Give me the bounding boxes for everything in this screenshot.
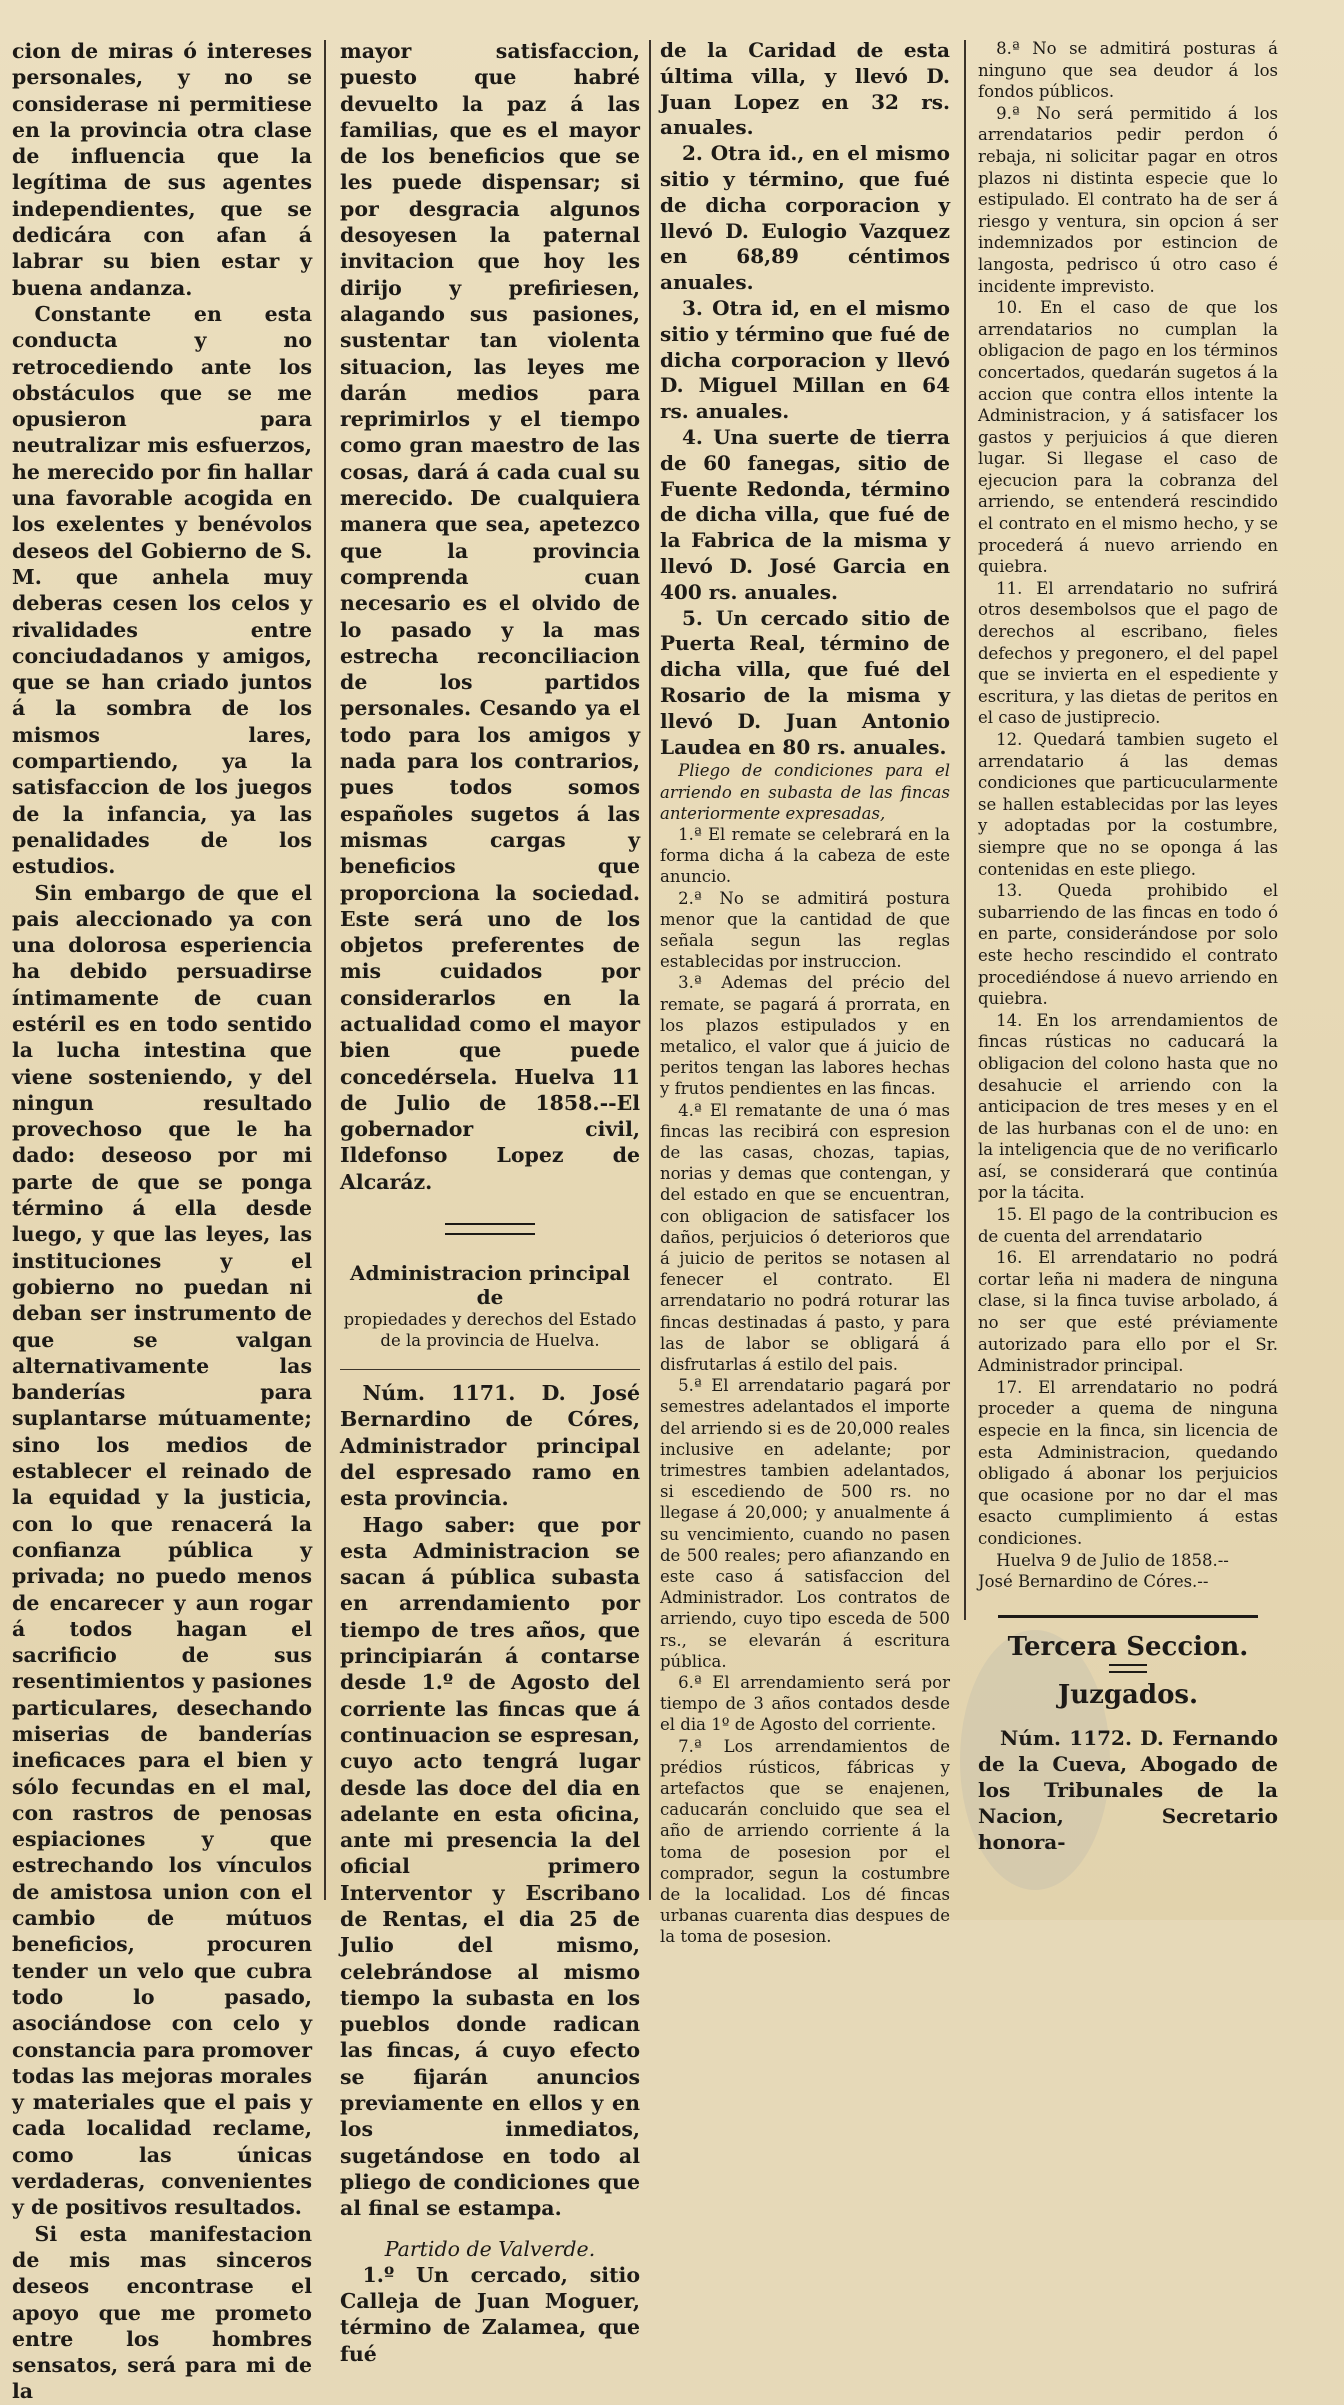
list-item: 2. Otra id., en el mismo sitio y término, que fué de dicha corporacion y llevó D. Eulogio Vazquez en 68,89 céntimos anuales. bbox=[660, 141, 950, 295]
pliego-title: Pliego de condiciones para el arriendo en subasta de las fincas anteriormente expresadas, bbox=[660, 761, 950, 823]
condition: 17. El arrendatario no podrá proceder a quema de ninguna especie en la finca, sin licencia de esta Administracion, quedando obligado á abonar los perjuicios que ocasione por no dar el mas esacto cumplimiento á estas condiciones. bbox=[978, 1377, 1278, 1548]
district-heading: Partido de Valverde. bbox=[384, 2236, 596, 2261]
section-rule bbox=[998, 1615, 1258, 1618]
list-item: 3. Otra id, en el mismo sitio y término que fué de dicha corporacion y llevó D. Miguel Millan en 64 rs. anuales. bbox=[660, 295, 950, 424]
notice-heading bbox=[340, 1261, 640, 1351]
list-item: 5. Un cercado sitio de Puerta Real, término de dicha villa, que fué del Rosario de la misma y llevó D. Juan Antonio Laudea en 80 rs. anuales. bbox=[660, 605, 950, 759]
column-2 bbox=[340, 38, 640, 2366]
condition: 14. En los arrendamientos de fincas rústicas no caducará la obligacion del colono hasta que no desahucie el arriendo con la anticipacion de tres meses y en el de las hurbanas con el de uno: en la inteligencia que de no verificarlo así, se considerará que continúa por la tácita. bbox=[978, 1010, 1278, 1203]
condition: 15. El pago de la contribucion es de cuenta del arrendatario bbox=[978, 1205, 1278, 1246]
list-item: 1.º Un cercado, sitio Calleja de Juan Moguer, término de Zalamea, que fué bbox=[340, 2262, 640, 2366]
condition: 12. Quedará tambien sugeto el arrendatario á las demas condiciones que particucularmente se hallen establecidas por las leyes y adoptadas por la costumbre, siempre que no se oponga á las contenidas en este pliego. bbox=[978, 730, 1278, 879]
notice-intro: Núm. 1172. D. Fernando de la Cueva, Abogado de los Tribunales de la Nacion, Secretario honora- bbox=[978, 1725, 1278, 1854]
list-item: 4. Una suerte de tierra de 60 fanegas, sitio de Fuente Redonda, término de dicha villa, que fué de la Fabrica de la misma y llevó D. José Garcia en 400 rs. anuales. bbox=[660, 424, 950, 604]
condition: 11. El arrendatario no sufrirá otros desembolsos que el pago de derechos al escribano, fieles defechos y pregonero, el del papel que se invierta en el espediente y escritura, y las dietas de peritos en el caso de justiprecio. bbox=[978, 578, 1278, 728]
column-3 bbox=[660, 38, 950, 1947]
subsection-title: Juzgados. bbox=[1057, 1679, 1199, 1710]
double-rule bbox=[978, 1664, 1278, 1673]
condition: 13. Queda prohibido el subarriendo de las fincas en todo ó en parte, considerándose por solo este hecho rescindido el contrato procediéndose á nuevo arriendo en quiebra. bbox=[978, 881, 1278, 1009]
condition: 5.ª El arrendatario pagará por semestres adelantados el importe del arriendo si es de 20,000 reales inclusive en adelante; por trimestres tambien adelantados, si escediendo de 500 rs. no llegase á 20,000; y anualmente á su vencimiento, cuando no pasen de 500 reales; pero afianzando en este caso á satisfaccion del Administrador. Los contratos de arriendo, cuyo tipo esceda de 500 rs., se elevarán á escritura pública. bbox=[660, 1376, 950, 1671]
column-rule bbox=[649, 40, 651, 1900]
column-rule bbox=[324, 40, 326, 1900]
column-1 bbox=[12, 38, 312, 2404]
body-paragraph: cion de miras ó intereses personales, y no se considerase ni permitiese en la provincia otra clase de influencia que la legítima de sus agentes independientes, que se dedicára con afan á labrar su bien estar y buena andanza. bbox=[12, 39, 312, 300]
section-title: Tercera Seccion. bbox=[1007, 1631, 1249, 1662]
condition: 6.ª El arrendamiento será por tiempo de 3 años contados desde el dia 1º de Agosto del corriente. bbox=[660, 1673, 950, 1735]
column-rule bbox=[964, 40, 966, 1620]
body-paragraph: Si esta manifestacion de mis mas sinceros deseos encontrase el apoyo que me prometo entre los hombres sensatos, será para mi de la bbox=[12, 2221, 312, 2404]
condition: 7.ª Los arrendamientos de prédios rústicos, fábricas y artefactos que se enajenen, caducarán concluido que sea el año de arriendo corriente á la toma de posesion por el comprador, segun la costumbre de la localidad. Los dé fincas urbanas cuarenta dias despues de la toma de posesion. bbox=[660, 1736, 950, 1947]
condition: 4.ª El rematante de una ó mas fincas las recibirá con espresion de las casas, chozas, tapias, norias y demas que contengan, y del estado en que se encuentran, con obligacion de satisfacer los daños, perjuicios ó deterioros que á juicio de peritos se notasen al fenecer el contrato. El arrendatario no podrá roturar las fincas destinadas á pasto, y para las de labor se obligará á disfrutarlas á estilo del pais. bbox=[660, 1100, 950, 1374]
condition: 10. En el caso de que los arrendatarios no cumplan la obligacion de pago en los términos concertados, quedarán sugetos á la accion que contra ellos intente la Administracion, y á satisfacer los gastos y perjuicios á que dieren lugar. Si llegase el caso de ejecucion para la cobranza del arriendo, se entenderá rescindido el contrato en el mismo hecho, y se procederá á nuevo arriendo en quiebra. bbox=[978, 298, 1278, 577]
section-block bbox=[978, 1615, 1278, 1855]
body-paragraph: Sin embargo de que el pais aleccionado ya con una dolorosa esperiencia ha debido persuadirse íntimamente de cuan estéril es en todo sentido la lucha intestina que viene sosteniendo, y del ningun resultado provechoso que le ha dado: deseoso por mi parte de que se ponga término á ella desde luego, y que las leyes, las instituciones y el gobierno no puedan ni deban ser instrumento de que se valgan alternativamente las banderías para suplantarse mútuamente; sino los medios de establecer el reinado de la equidad y la justicia, con lo que renacerá la confianza pública y privada; no puedo menos de encarecer y aun rogar á todos hagan el sacrificio de sus resentimientos y pasiones particulares, desechando miserias de banderías ineficaces para el bien y sólo fecundas en el mal, con rastros de penosas espiaciones y que estrechando los vínculos de amistosa union con el cambio de mútuos beneficios, procuren tender un velo que cubra todo lo pasado, asociándose con celo y constancia para promover todas las mejoras morales y materiales que el pais y cada localidad reclame, como las únicas verdaderas, convenientes y de positivos resultados. bbox=[12, 880, 312, 2220]
condition: 3.ª Ademas del précio del remate, se pagará á prorrata, en los plazos estipulados y en metalico, el valor que á juicio de peritos tengan las labores hechas y frutos pendientes en las fincas. bbox=[660, 973, 950, 1099]
body-paragraph: Constante en esta conducta y no retrocediendo ante los obstáculos que se me opusieron para neutralizar mis esfuerzos, he merecido por fin hallar una favorable acogida en los exelentes y benévolos deseos del Gobierno de S. M. que anhela muy deberas cesen los celos y rivalidades entre conciudadanos y amigos, que se han criado juntos á la sombra de los mismos lares, compartiendo, ya la satisfaccion de los juegos de la infancia, ya las penalidades de los estudios. bbox=[12, 301, 312, 879]
condition: 1.ª El remate se celebrará en la forma dicha á la cabeza de este anuncio. bbox=[660, 824, 950, 887]
body-paragraph: mayor satisfaccion, puesto que habré devuelto la paz á las familias, que es el mayor de los beneficios que se les puede dispensar; si por desgracia algunos desoyesen la paternal invitacion que hoy les dirijo y prefiriesen, alagando sus pasiones, sustentar tan violenta situacion, las leyes me darán medios para reprimirlos y el tiempo como gran maestro de las cosas, dará á cada cual su merecido. De cualquiera manera que sea, apetezco que la provincia comprenda cuan necesario es el olvido de lo pasado y la mas estrecha reconciliacion de los partidos personales. Cesando ya el todo para los amigos y nada para los contrarios, pues todos somos españoles sugetos á las mismas cargas y beneficios que proporciona la sociedad. Este será uno de los objetos preferentes de mis cuidados por considerarlos en la actualidad como el mayor bien que puede concedérsela. Huelva 11 de Julio de 1858.--El gobernador civil, Ildefonso Lopez de Alcaráz. bbox=[340, 39, 640, 1194]
rule bbox=[340, 1369, 640, 1370]
condition: 2.ª No se admitirá postura menor que la cantidad de que señala segun las reglas establecidas por instruccion. bbox=[660, 888, 950, 972]
condition: 16. El arrendatario no podrá cortar leña ni madera de ninguna clase, si la finca tuvise arbolado, á no ser que esté préviamente autorizado para ello por el Sr. Administrador principal. bbox=[978, 1248, 1278, 1376]
condition: 9.ª No será permitido á los arrendatarios pedir perdon ó rebaja, ni solicitar pagar en otros plazos ni distinta especie que lo estipulado. El contrato ha de ser á riesgo y ventura, sin opcion á ser indemnizados por estincion de langosta, pedrisco ú otro caso é incidente imprevisto. bbox=[978, 103, 1278, 296]
ornament-divider bbox=[340, 1223, 640, 1235]
notice-heading-main: Administracion principal de bbox=[350, 1261, 630, 1310]
list-item: de la Caridad de esta última villa, y llevó D. Juan Lopez en 32 rs. anuales. bbox=[660, 38, 950, 140]
signoff-date: Huelva 9 de Julio de 1858.-- bbox=[996, 1550, 1229, 1570]
condition: 8.ª No se admitirá posturas á ninguno que sea deudor á los fondos públicos. bbox=[978, 39, 1278, 102]
notice-heading-sub: propiedades y derechos del Estado de la provincia de Huelva. bbox=[343, 1310, 637, 1351]
notice-body: Hago saber: que por esta Administracion se sacan á pública subasta en arrendamiento por tiempo de tres años, que principiarán á contarse desde 1.º de Agosto del corriente las fincas que á continuacion se espresan, cuyo acto tengrá lugar desde las doce del dia en adelante en esta oficina, ante mi presencia la del oficial primero Interventor y Escribano de Rentas, el dia 25 de Julio del mismo, celebrándose al mismo tiempo la subasta en los pueblos donde radican las fincas, á cuyo efecto se fijarán anuncios previamente en ellos y en los inmediatos, sugetándose en todo al pliego de condiciones que al final se estampa. bbox=[340, 1512, 640, 2221]
notice-intro: Núm. 1171. D. José Bernardino de Córes, Administrador principal del espresado ramo en esta provincia. bbox=[340, 1381, 640, 1511]
column-4 bbox=[978, 38, 1278, 1898]
signoff-name: José Bernardino de Córes.-- bbox=[978, 1572, 1209, 1592]
